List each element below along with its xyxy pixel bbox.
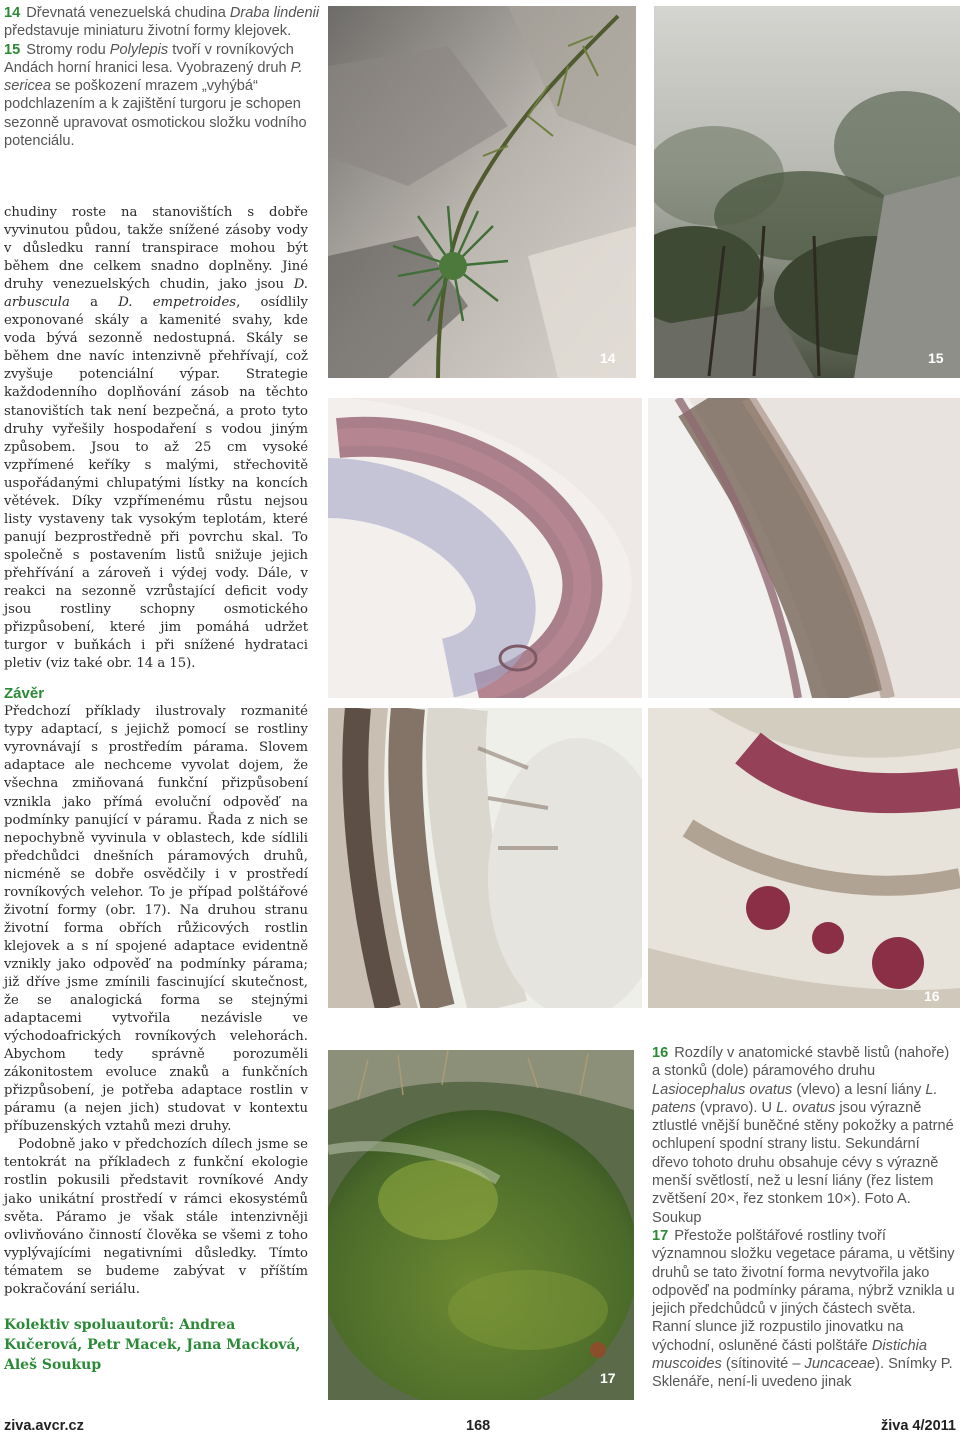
section-heading: Závěr (4, 685, 45, 703)
photo-number-17: 17 (600, 1370, 616, 1386)
photo-number-16: 16 (924, 988, 940, 1004)
photo-16-stem-section-l-ovatus (328, 708, 642, 1008)
figure-number-16: 16 (652, 1045, 669, 1061)
paragraph-3: Podobně jako v předchozích dílech jsme se tentokrát na příkladech z funkční ekologie rostlin pokusili představit rovníkové Andy jako unikátní prostředí v rámci ekosystémů světa. Páramo je však stále intenzivněji ovlivňováno činností člověka se všemi z toho vyplývajícími negativními důsledky. Tímto tématem se budeme zabývat v příštím pokračování seriálu. (4, 1137, 308, 1297)
paragraph-2: Předchozí příklady ilustrovaly rozmanité typy adaptací, s jejichž pomocí se rostliny vyrovnávají s prostředím párama. Slovem adaptace ale nechceme vyvolat dojem, že všechna zmiňovaná funkční přizpůsobení vznikla jako přímá evoluční odpověď na podmínky panující v páramu. Řada z nich se nepochybně vyvinula v oblastech, kde sídlili předchůdci dnešních páramových druhů, nicméně se dobře osvědčily i v prostředí rovníkových velehor. To je případ polštářové životní formy (obr. 17). Na druhou stranu životní forma obřích růžicových rostlin klejovek a s ní spojené adaptace evidentně vznikly jako odpověď na podmínky párama; již dříve jsme zmínili fascinující skutečnost, že se analogická forma se stejnými adaptacemi vytvořila nezávisle ve východoafrických rovníkových velehorách. Abychom tedy správně porozuměli zákonitostem evoluce znaků a funkčních přizpůsobení, je potřeba adaptace rostlin v páramu (a nejen jich) studovat v kontextu příbuzenských vztahů mezi druhy. (4, 704, 308, 1135)
photo-16-leaf-section-l-patens (648, 398, 960, 698)
photo-16c-image (328, 708, 642, 1008)
photo-14-image (328, 6, 636, 378)
photo-15-polylepis-sericea (654, 6, 960, 378)
authors: Kolektiv spoluautorů: Andrea Kučerová, Petr Macek, Jana Macková, Aleš Soukup (4, 1316, 301, 1373)
caption-figures-16-17: 16 Rozdíly v anatomické stavbě listů (nahoře) a stonků (dole) páramového druhu Lasiocephalus ovatus (vlevo) a lesní liány L. patens (vpravo). U L. ovatus jsou výrazně ztlustlé vnější buněčné stěny pokožky a patrné ochlupení spodní strany listu. Sekundární dřevo tohoto druhu obsahuje cévy s výrazně menší světlostí, než u lesní liány (řez listem zvětšení 20×, řez stonkem 10×). Foto A. Soukup 17 Přestože polštářové rostliny tvoří významnou složku vegetace párama, u většiny druhů se tato životní forma nevytvořila jako odpověď na podmínky párama, nýbrž vznikla u jejich předchůdců v jiných částech světa. Ranní slunce již rozpustilo jinovatku na východní, osluněné části polštáře Distichia muscoides (sítinovité – Juncaceae). Snímky P. Sklenáře, není-li uvedeno jinak (652, 1045, 955, 1391)
photo-16d-image (648, 708, 960, 1008)
figure-number-17: 17 (652, 1227, 669, 1244)
photo-16-leaf-section-l-ovatus (328, 398, 642, 698)
figure-number-14: 14 (4, 5, 21, 21)
footer-page-number: 168 (466, 1418, 491, 1434)
photo-number-15: 15 (928, 350, 944, 366)
paragraph-1: chudiny roste na stanovištích s dobře vyvinutou půdou, takže snížené zásoby vody v důsledku ranní transpirace mohou být během dne celkem snadno doplněny. Jiné druhy venezuelských chudin, jako jsou D. arbuscula a D. empetroides, osídlily exponované skály a kamenité svahy, kde voda bývá sezonně nedostupná. Skály se během dne navíc intenzivně přehřívají, což zvyšuje potenciální výpar. Strategie každodenního doplňování zásob na těchto stanovištích tak není bezpečná, a proto tyto druhy vyřešily hospodaření s vodou jiným způsobem. Jsou to až 25 cm vysoké vzpřímené keříky s malými, střechovitě uspořádanými chlupatými lístky na koncích větévek. Díky vzpřímenému růstu nejsou listy vystaveny tak vysokým teplotám, které panují bezprostředně při povrchu skal. To společně s postavením listů snižuje jejich přehřívání a zároveň i výdej vody. Dále, v reakci na sezonně vzrůstající deficit vody jsou rostliny schopny osmotického přizpůsobení, které jim pomáhá udržet turgor v buňkách i při snížené hydrataci pletiv (viz také obr. 14 a 15). (4, 205, 308, 672)
photo-16-stem-section-l-patens (648, 708, 960, 1008)
article-body (4, 204, 308, 1375)
photo-17-image (328, 1050, 634, 1400)
photo-17-distichia-muscoides (328, 1050, 634, 1400)
footer-issue: živa 4/2011 (881, 1418, 956, 1434)
photo-16a-image (328, 398, 642, 698)
figure-number-15: 15 (4, 41, 21, 58)
photo-15-image (654, 6, 960, 378)
photo-16b-image (648, 398, 960, 698)
photo-number-14: 14 (600, 350, 616, 366)
footer-website: ziva.avcr.cz (4, 1418, 84, 1434)
photo-14-draba-lindenii (328, 6, 636, 378)
caption-figures-14-15: 14 Dřevnatá venezuelská chudina Draba lindenii představuje miniaturu životní formy klejovek. 15 Stromy rodu Polylepis tvoří v rovníkových Andách horní hranici lesa. Vyobrazený druh P. sericea se poškození mrazem „vyhýbá“ podchlazením a k zajištění turgoru je schopen sezonně upravovat osmotickou složku vodního potenciálu. (4, 5, 320, 150)
